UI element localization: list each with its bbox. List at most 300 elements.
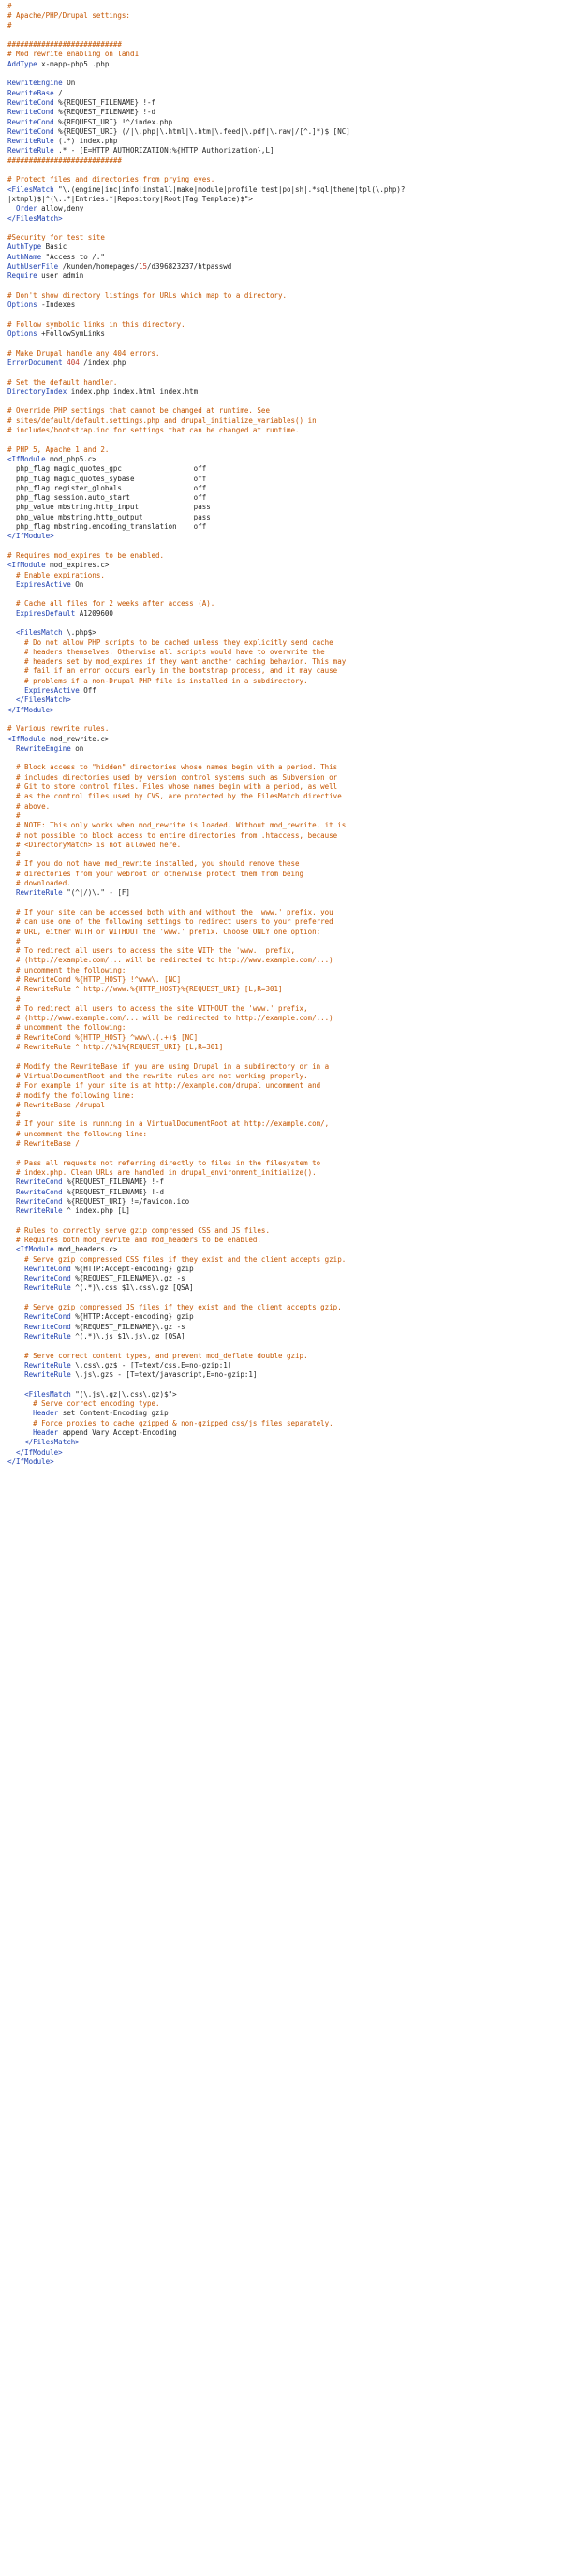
blank-line bbox=[7, 715, 555, 724]
code-line bbox=[7, 484, 555, 493]
directive-keyword: Header bbox=[33, 1409, 59, 1418]
code-line bbox=[7, 724, 555, 734]
directive-keyword: RewriteCond bbox=[16, 1196, 63, 1206]
code-line bbox=[7, 888, 555, 898]
code-line bbox=[7, 137, 555, 146]
code-line bbox=[7, 735, 555, 744]
code-text: Basic bbox=[41, 242, 67, 252]
code-text: set Content-Encoding gzip bbox=[58, 1409, 169, 1418]
code-line bbox=[7, 1226, 555, 1236]
code-text: A1209600 bbox=[75, 608, 113, 618]
code-line bbox=[7, 513, 555, 522]
directive-keyword: </IfModule> bbox=[16, 1447, 63, 1456]
code-line bbox=[7, 1178, 555, 1187]
code-text: x-mapp-php5 .php bbox=[37, 59, 110, 68]
directive-keyword: RewriteCond bbox=[24, 1322, 71, 1331]
code-text bbox=[7, 1428, 33, 1437]
code-text bbox=[7, 580, 16, 589]
code-text: |xtmpl)$|^(\..*|Entries.*|Repository|Root|Tag|Template)$"> bbox=[7, 194, 253, 203]
code-line bbox=[7, 580, 555, 590]
comment-text: # For example if your site is at http://example.com/drupal uncomment and bbox=[7, 1081, 321, 1090]
directive-keyword: RewriteRule bbox=[16, 888, 63, 898]
comment-text: # URL, either WITH or WITHOUT the 'www.' prefix. Choose ONLY one option: bbox=[7, 927, 321, 936]
code-text: php_flag register_globals off bbox=[7, 483, 207, 492]
code-text bbox=[7, 204, 16, 212]
code-text: On bbox=[70, 579, 84, 589]
comment-text: # downloaded. bbox=[7, 879, 71, 888]
comment-text: # sites/default/default.settings.php and drupal_initialize_variables() in bbox=[7, 416, 317, 425]
blank-line bbox=[7, 542, 555, 551]
code-line bbox=[7, 1130, 555, 1139]
comment-text: # index.php. Clean URLs are handled in drupal_environment_initialize(). bbox=[7, 1167, 317, 1177]
code-line bbox=[7, 89, 555, 98]
code-line bbox=[7, 359, 555, 368]
blank-line bbox=[7, 69, 555, 79]
code-line bbox=[7, 966, 555, 975]
code-line bbox=[7, 214, 555, 224]
code-line bbox=[7, 406, 555, 416]
comment-text: # bbox=[7, 21, 12, 30]
code-line bbox=[7, 329, 555, 339]
comment-text: # Requires both mod_rewrite and mod_headers to be enabled. bbox=[7, 1236, 261, 1244]
code-line bbox=[7, 378, 555, 388]
blank-line bbox=[7, 1341, 555, 1351]
directive-keyword: RewriteCond bbox=[16, 1187, 63, 1196]
comment-text: # headers themselves. Otherwise all scripts would have to overwrite the bbox=[7, 647, 325, 656]
code-text: index.php index.html index.htm bbox=[67, 387, 199, 396]
code-line bbox=[7, 859, 555, 869]
number-literal: 15 bbox=[138, 262, 148, 271]
blank-line bbox=[7, 282, 555, 291]
comment-text: # bbox=[7, 2, 12, 10]
comment-text: # directories from your webroot or otherwise protect them from being bbox=[7, 869, 304, 878]
comment-text: # includes/bootstrap.inc for settings that can be changed at runtime. bbox=[7, 426, 300, 435]
directive-keyword: </FilesMatch> bbox=[7, 213, 63, 223]
code-text bbox=[7, 1438, 24, 1446]
code-text bbox=[7, 1390, 24, 1398]
blank-line bbox=[7, 339, 555, 348]
code-text: /d396823237/htpasswd bbox=[147, 262, 232, 271]
code-text: / bbox=[53, 88, 63, 97]
directive-keyword: </IfModule> bbox=[7, 1456, 54, 1466]
directive-keyword: RewriteRule bbox=[7, 146, 54, 155]
code-line bbox=[7, 320, 555, 329]
comment-text: # uncomment the following line: bbox=[7, 1129, 148, 1138]
code-text bbox=[7, 686, 24, 695]
directive-keyword: AuthType bbox=[7, 242, 42, 252]
code-line bbox=[7, 291, 555, 300]
code-text: %{REQUEST_FILENAME} !-f bbox=[53, 97, 156, 107]
code-line bbox=[7, 956, 555, 965]
code-line bbox=[7, 11, 555, 21]
code-text: (.*) index.php bbox=[53, 137, 118, 146]
code-line bbox=[7, 349, 555, 359]
code-text: %{REQUEST_FILENAME} !-d bbox=[53, 108, 156, 117]
code-line bbox=[7, 917, 555, 927]
comment-text: # Rules to correctly serve gzip compressed CSS and JS files. bbox=[7, 1225, 270, 1235]
blank-line bbox=[7, 1294, 555, 1303]
number-literal: 404 bbox=[67, 358, 80, 367]
code-line bbox=[7, 60, 555, 69]
code-text: php_flag magic_quotes_sybase off bbox=[7, 474, 207, 483]
blank-line bbox=[7, 1216, 555, 1225]
comment-text: # NOTE: This only works when mod_rewrite is loaded. Without mod_rewrite, it is bbox=[7, 821, 347, 830]
code-line bbox=[7, 464, 555, 474]
directive-keyword: RewriteRule bbox=[7, 137, 54, 146]
comment-text: # bbox=[7, 850, 21, 859]
comment-text: # RewriteBase / bbox=[7, 1139, 80, 1149]
comment-text: # as the control files used by CVS, are protected by the FilesMatch directive bbox=[7, 792, 342, 801]
code-line bbox=[7, 204, 555, 213]
comment-text: # Force proxies to cache gzipped & non-gzipped css/js files separately. bbox=[7, 1418, 333, 1427]
code-line bbox=[7, 522, 555, 532]
code-text: \.css\.gz$ - [T=text/css,E=no-gzip:1] bbox=[70, 1360, 232, 1369]
comment-text: # Serve gzip compressed CSS files if they exist and the client accepts gzip. bbox=[7, 1254, 347, 1264]
comment-text: # Do not allow PHP scripts to be cached unless they explicitly send cache bbox=[7, 637, 333, 647]
code-line bbox=[7, 695, 555, 705]
comment-text: ########################### bbox=[7, 155, 122, 165]
code-text: /index.php bbox=[79, 358, 126, 367]
code-text: %{REQUEST_URI} !^/index.php bbox=[53, 117, 173, 126]
code-text: php_value mbstring.http_output pass bbox=[7, 512, 211, 521]
code-text bbox=[7, 609, 16, 618]
code-text bbox=[7, 1245, 16, 1253]
code-line bbox=[7, 1409, 555, 1418]
code-line bbox=[7, 455, 555, 464]
code-text: php_flag magic_quotes_gpc off bbox=[7, 464, 207, 474]
code-line bbox=[7, 195, 555, 204]
code-text bbox=[7, 1332, 24, 1340]
code-text: %{REQUEST_URI} (/|\.php|\.html|\.htm|\.feed|\.pdf|\.raw|/[^.]*)$ [NC] bbox=[53, 126, 350, 136]
comment-text: # RewriteRule ^ http://www.%{HTTP_HOST}%{REQUEST_URI} [L,R=301] bbox=[7, 985, 283, 994]
code-line bbox=[7, 253, 555, 262]
directive-keyword: Options bbox=[7, 300, 37, 310]
comment-text: # Cache all files for 2 weeks after access (A). bbox=[7, 599, 215, 608]
code-line bbox=[7, 1419, 555, 1428]
code-line bbox=[7, 1081, 555, 1090]
code-line bbox=[7, 503, 555, 512]
code-text: ^ index.php [L] bbox=[62, 1207, 130, 1216]
code-text: ^(.*)\.js $1\.js\.gz [QSA] bbox=[70, 1331, 185, 1340]
directive-keyword: ExpiresActive bbox=[24, 686, 80, 695]
code-line bbox=[7, 802, 555, 812]
code-text bbox=[7, 1274, 24, 1282]
code-text bbox=[7, 1323, 24, 1331]
code-text: "(^|/)\." - [F] bbox=[62, 888, 130, 898]
blank-line bbox=[7, 435, 555, 445]
code-line bbox=[7, 792, 555, 801]
directive-keyword: </IfModule> bbox=[7, 532, 54, 541]
directive-keyword: RewriteCond bbox=[7, 108, 54, 117]
comment-text: # bbox=[7, 994, 21, 1003]
code-line bbox=[7, 937, 555, 946]
directive-keyword: RewriteCond bbox=[24, 1264, 71, 1273]
comment-text: # Make Drupal handle any 404 errors. bbox=[7, 348, 160, 358]
comment-text: # modify the following line: bbox=[7, 1090, 135, 1100]
code-line bbox=[7, 1014, 555, 1023]
directive-keyword: RewriteRule bbox=[24, 1283, 71, 1293]
code-line bbox=[7, 648, 555, 657]
comment-text: # If you do not have mod_rewrite installed, you should remove these bbox=[7, 859, 300, 869]
code-text bbox=[7, 628, 16, 637]
code-line bbox=[7, 40, 555, 50]
code-text: %{REQUEST_FILENAME} !-d bbox=[62, 1187, 165, 1196]
comment-text: # Follow symbolic links in this directory. bbox=[7, 319, 185, 329]
code-line bbox=[7, 744, 555, 754]
directive-keyword: DirectoryIndex bbox=[7, 387, 67, 396]
code-line bbox=[7, 446, 555, 455]
code-text: mod_headers.c> bbox=[53, 1245, 118, 1254]
directive-keyword: RewriteEngine bbox=[16, 743, 71, 753]
code-text bbox=[7, 1312, 24, 1321]
code-line bbox=[7, 657, 555, 666]
comment-text: # Mod rewrite enabling on land1 bbox=[7, 50, 139, 59]
comment-text: # includes directories used by version control systems such as Subversion or bbox=[7, 772, 338, 782]
code-text bbox=[7, 1178, 16, 1186]
code-line bbox=[7, 262, 555, 271]
comment-text: # VirtualDocumentRoot and the rewrite rules are not working properly. bbox=[7, 1071, 308, 1080]
comment-text: # If your site can be accessed both with and without the 'www.' prefix, you bbox=[7, 907, 333, 916]
comment-text: # can use one of the following settings to redirect users to your preferred bbox=[7, 917, 333, 927]
code-text: "Access to /." bbox=[41, 252, 105, 261]
comment-text: # To redirect all users to access the site WITH the 'www.' prefix, bbox=[7, 946, 296, 956]
directive-keyword: <IfModule bbox=[16, 1245, 54, 1254]
directive-keyword: </FilesMatch> bbox=[16, 695, 71, 705]
code-text: -Indexes bbox=[37, 300, 76, 310]
code-text: %{HTTP:Accept-encoding} gzip bbox=[70, 1264, 194, 1273]
code-line bbox=[7, 870, 555, 879]
blank-line bbox=[7, 224, 555, 233]
comment-text: # RewriteCond %{HTTP_HOST} ^www\.(.+)$ [NC] bbox=[7, 1032, 199, 1042]
comment-text: # Git to store control files. Files whose names begin with a period, as well bbox=[7, 783, 338, 792]
comment-text: ########################### bbox=[7, 40, 122, 50]
comment-text: # Block access to "hidden" directories whose names begin with a period. This bbox=[7, 763, 338, 772]
code-line bbox=[7, 812, 555, 821]
code-text: %{REQUEST_FILENAME}\.gz -s bbox=[70, 1274, 185, 1283]
directive-keyword: </IfModule> bbox=[7, 705, 54, 714]
comment-text: # RewriteCond %{HTTP_HOST} !^www\. [NC] bbox=[7, 974, 182, 984]
code-line bbox=[7, 146, 555, 155]
code-line bbox=[7, 1274, 555, 1283]
directive-keyword: ExpiresDefault bbox=[16, 608, 76, 618]
code-line bbox=[7, 686, 555, 695]
directive-keyword: RewriteRule bbox=[16, 1207, 63, 1216]
comment-text: # fail if an error occurs early in the bootstrap process, and it may cause bbox=[7, 666, 338, 676]
code-line bbox=[7, 561, 555, 570]
blank-line bbox=[7, 166, 555, 175]
comment-text: # Serve correct encoding type. bbox=[7, 1399, 160, 1409]
comment-text: # uncomment the following: bbox=[7, 1023, 126, 1032]
code-text: \.js\.gz$ - [T=text/javascript,E=no-gzip:1] bbox=[70, 1370, 258, 1380]
code-text: \.php$> bbox=[62, 628, 96, 637]
code-line bbox=[7, 599, 555, 608]
code-text: %{REQUEST_FILENAME} !-f bbox=[62, 1178, 165, 1187]
code-line bbox=[7, 175, 555, 184]
code-line bbox=[7, 677, 555, 686]
code-text bbox=[7, 1197, 16, 1206]
code-line bbox=[7, 783, 555, 792]
code-line bbox=[7, 831, 555, 841]
directive-keyword: RewriteCond bbox=[7, 126, 54, 136]
comment-text: # If your site is running in a VirtualDocumentRoot at http://example.com/, bbox=[7, 1120, 330, 1129]
code-line bbox=[7, 388, 555, 397]
code-line bbox=[7, 156, 555, 166]
code-line bbox=[7, 242, 555, 252]
blank-line bbox=[7, 899, 555, 908]
comment-text: # To redirect all users to access the site WITHOUT the 'www.' prefix, bbox=[7, 1003, 308, 1013]
code-line bbox=[7, 1110, 555, 1120]
code-text: %{REQUEST_URI} !=/favicon.ico bbox=[62, 1196, 190, 1206]
directive-keyword: RewriteBase bbox=[7, 88, 54, 97]
directive-keyword: ExpiresActive bbox=[16, 579, 71, 589]
code-line bbox=[7, 1448, 555, 1457]
comment-text: # Various rewrite rules. bbox=[7, 724, 110, 734]
code-line bbox=[7, 1091, 555, 1101]
comment-text: # bbox=[7, 811, 21, 820]
directive-keyword: AuthName bbox=[7, 252, 42, 261]
code-line bbox=[7, 850, 555, 859]
comment-text: # problems if a non-Drupal PHP file is installed in a subdirectory. bbox=[7, 676, 308, 685]
directive-keyword: RewriteRule bbox=[24, 1331, 71, 1340]
code-text: %{REQUEST_FILENAME}\.gz -s bbox=[70, 1322, 185, 1331]
code-line bbox=[7, 773, 555, 783]
directive-keyword: RewriteRule bbox=[24, 1370, 71, 1380]
code-text: php_flag mbstring.encoding_translation off bbox=[7, 522, 207, 532]
comment-text: # RewriteRule ^ http://%1%{REQUEST_URI} [L,R=301] bbox=[7, 1043, 224, 1052]
code-line bbox=[7, 821, 555, 830]
code-line bbox=[7, 108, 555, 117]
comment-text: # Protect files and directories from prying eyes. bbox=[7, 175, 215, 184]
code-line bbox=[7, 1428, 555, 1438]
comment-text: # Don't show directory listings for URLs which map to a directory. bbox=[7, 290, 288, 300]
code-text: %{HTTP:Accept-encoding} gzip bbox=[70, 1312, 194, 1322]
code-text bbox=[7, 1361, 24, 1369]
code-text bbox=[7, 1265, 24, 1273]
directive-keyword: RewriteCond bbox=[7, 97, 54, 107]
comment-text: # PHP 5, Apache 1 and 2. bbox=[7, 445, 110, 454]
code-text: mod_php5.c> bbox=[45, 454, 96, 463]
directive-keyword: Order bbox=[16, 204, 37, 213]
code-line bbox=[7, 1043, 555, 1052]
code-line bbox=[7, 1120, 555, 1129]
code-text: +FollowSymLinks bbox=[37, 329, 105, 339]
code-text: /kunden/homepages/ bbox=[58, 262, 139, 271]
code-line bbox=[7, 1361, 555, 1370]
blank-line bbox=[7, 368, 555, 377]
comment-text: # not possible to block access to entire directories from .htaccess, because bbox=[7, 830, 338, 840]
code-text: .* - [E=HTTP_AUTHORIZATION:%{HTTP:Authorization},L] bbox=[53, 146, 274, 155]
code-line bbox=[7, 493, 555, 503]
code-line bbox=[7, 1265, 555, 1274]
code-line bbox=[7, 1101, 555, 1110]
code-line bbox=[7, 22, 555, 31]
code-line bbox=[7, 706, 555, 715]
blank-line bbox=[7, 619, 555, 628]
code-line bbox=[7, 1303, 555, 1312]
code-line bbox=[7, 841, 555, 850]
directive-keyword: Header bbox=[33, 1427, 59, 1437]
directive-keyword: <FilesMatch bbox=[7, 184, 54, 194]
code-text: php_flag session.auto_start off bbox=[7, 493, 207, 503]
code-line bbox=[7, 426, 555, 435]
code-line bbox=[7, 551, 555, 561]
comment-text: # Requires mod_expires to be enabled. bbox=[7, 550, 165, 560]
comment-text: # Modify the RewriteBase if you are using Drupal in a subdirectory or in a bbox=[7, 1061, 330, 1071]
code-line bbox=[7, 985, 555, 994]
directive-keyword: AddType bbox=[7, 59, 37, 68]
code-line bbox=[7, 1004, 555, 1014]
code-line bbox=[7, 417, 555, 426]
code-line bbox=[7, 1370, 555, 1380]
code-line bbox=[7, 1332, 555, 1341]
code-line bbox=[7, 1255, 555, 1265]
code-line bbox=[7, 1438, 555, 1447]
directive-keyword: RewriteCond bbox=[24, 1312, 71, 1322]
code-text: "(\.js\.gz|\.css\.gz)$"> bbox=[70, 1389, 177, 1398]
comment-text: # headers set by mod_expires if they want another caching behavior. This may bbox=[7, 657, 347, 666]
directive-keyword: RewriteEngine bbox=[7, 79, 63, 88]
code-line bbox=[7, 928, 555, 937]
code-line bbox=[7, 532, 555, 541]
code-text: mod_expires.c> bbox=[45, 561, 110, 570]
directive-keyword: </FilesMatch> bbox=[24, 1438, 80, 1447]
code-line bbox=[7, 1390, 555, 1399]
directive-keyword: <IfModule bbox=[7, 734, 46, 743]
comment-text: # (http://www.example.com/... will be redirected to http://example.com/...) bbox=[7, 1014, 333, 1023]
blank-line bbox=[7, 1052, 555, 1061]
code-text: Off bbox=[79, 686, 96, 695]
code-text: "\.(engine|inc|info|install|make|module|profile|test|po|sh|.*sql|theme|tpl(\.php)? bbox=[53, 184, 406, 194]
code-line bbox=[7, 1236, 555, 1245]
comment-text: # above. bbox=[7, 801, 51, 811]
code-line bbox=[7, 1139, 555, 1149]
code-text: mod_rewrite.c> bbox=[45, 734, 110, 743]
comment-text: # Serve gzip compressed JS files if they exist and the client accepts gzip. bbox=[7, 1303, 342, 1312]
code-line bbox=[7, 1159, 555, 1168]
code-line bbox=[7, 300, 555, 310]
comment-text: # Apache/PHP/Drupal settings: bbox=[7, 11, 130, 21]
comment-text: # Set the default handler. bbox=[7, 377, 118, 387]
comment-text: #Security for test site bbox=[7, 233, 105, 242]
comment-text: # bbox=[7, 936, 21, 945]
code-text bbox=[7, 1409, 33, 1417]
code-line bbox=[7, 1188, 555, 1197]
comment-text: # Pass all requests not referring directly to files in the filesystem to bbox=[7, 1158, 321, 1167]
directive-keyword: RewriteRule bbox=[24, 1360, 71, 1369]
code-line bbox=[7, 946, 555, 956]
code-line bbox=[7, 1323, 555, 1332]
code-text bbox=[7, 1370, 24, 1379]
code-line bbox=[7, 571, 555, 580]
code-text: user admin bbox=[37, 271, 84, 281]
code-line bbox=[7, 908, 555, 917]
directive-keyword: ErrorDocument bbox=[7, 358, 63, 367]
directive-keyword: AuthUserFile bbox=[7, 262, 59, 271]
code-line bbox=[7, 1062, 555, 1072]
code-text bbox=[7, 695, 16, 704]
blank-line bbox=[7, 754, 555, 763]
comment-text: # bbox=[7, 1110, 21, 1120]
directive-keyword: <FilesMatch bbox=[24, 1389, 71, 1398]
blank-line bbox=[7, 31, 555, 40]
code-line bbox=[7, 233, 555, 242]
code-line bbox=[7, 1072, 555, 1081]
directive-keyword: Require bbox=[7, 271, 37, 281]
comment-text: # Serve correct content types, and prevent mod_deflate double gzip. bbox=[7, 1351, 308, 1360]
comment-text: # Override PHP settings that cannot be changed at runtime. See bbox=[7, 406, 270, 416]
code-line bbox=[7, 1207, 555, 1216]
code-text: on bbox=[70, 743, 84, 753]
